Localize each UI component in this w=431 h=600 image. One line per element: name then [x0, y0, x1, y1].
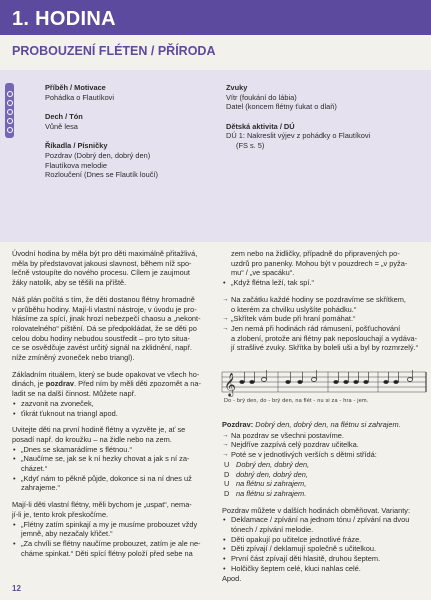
body-left-column — [12, 249, 216, 558]
arrow-item: → „Skřítek vám bude při hraní pomáhat.“ — [222, 314, 428, 324]
chapter-header — [0, 0, 431, 35]
list-item: • ťikrát ťuknout na triangl apod. — [12, 409, 216, 419]
overview-left-column — [45, 83, 215, 180]
section-text: Datel (koncem flétny ťukat o dlaň) — [226, 102, 337, 112]
dialogue-row: U Dobrý den, dobrý den, — [224, 459, 310, 469]
section-heading: Dech / Tón — [45, 112, 83, 122]
section-heading: Říkadla / Písničky — [45, 141, 108, 151]
paragraph: Pozdrav můžete v dalších hodinách obměňovat. Varianty: — [222, 505, 411, 515]
list-item: • Děti zpívají / deklamují společně s učitelkou. — [222, 544, 428, 554]
chapter-subtitle: PROBOUZENÍ FLÉTEN / PŘÍRODA — [12, 44, 216, 58]
dialogue-row: D na flétnu si zahrajem. — [224, 488, 307, 498]
flute-icon — [5, 83, 14, 138]
paragraph: Mají-li děti vlastní flétny, měli bychom je „uspat“, nema- jí-li je, tento krok přeskočíme. — [12, 500, 192, 519]
body-right-column — [222, 249, 428, 353]
list-item: • „Když flétna leží, tak spí.“ — [222, 278, 428, 288]
paragraph: Náš plán počítá s tím, že děti dostanou flétny hromadně v průběhu hodiny. Mají-li vlastní nástroje, v úvodu je pro- hlásíme za spící, jinak hrozí nebezpečí chaosu a „nekont- rolovatelného“ pištění. Dá se předpokládat, že se děti po celou dobu hodiny nebudou soustředit – pro tyto situa- ce se osvědčuje zavést určitý signál na zklidnění, např. níže zmíněný zvoneček nebo triangl). — [12, 294, 201, 363]
pozdrav-section: Pozdrav: Dobrý den, dobrý den, na flétnu si zahrajem. → Na pozdrav se všechni postavíme. → Nejdříve zazpívá celý pozdrav učitelka. → Poté se v jednotlivých verších s dětmi střídá: U Dobrý den, dobrý den, D dobrý den, dobrý den, U na flétnu si zahrajem, D na flétnu si zahrajem. Pozdrav můžete v dalších hodinách obměňovat. Varianty: • Deklamace / zpívání na jednom tónu / zpívání na dvou tónech / zpívání melodie. • Děti opakují po učitelce jednotlivé fráze. • Děti zpívají / deklamují společně s učitelkou. • První část zpívají děti hlasitě, druhou šeptem. • Holčičky šeptem celé, kluci nahlas celé. Apod. — [222, 420, 428, 583]
arrow-item: → Jen nemá při hodinách rád rámusení, pošťuchování a zlobení, protože ani flétny pak neposlouchají a vydáva- jí strašlivé zvuky. Skřítka by boleli uši a byl by rozmrzelý.“ — [222, 324, 428, 353]
section-text: Flautíkova melodie — [45, 160, 108, 170]
page-number: 12 — [12, 584, 21, 593]
arrow-item: → Poté se v jednotlivých verších s dětmi střídá: — [222, 450, 428, 460]
section-text: Pohádka o Flautíkovi — [45, 92, 115, 102]
section-heading: Dětská aktivita / DÚ — [226, 121, 295, 131]
list-item: • „Naučíme se, jak se k ní hezky chovat a jak s ní za- cházet.“ — [12, 454, 216, 473]
list-item: • „Flétny zatím spinkají a my je musíme probouzet vždy jemně, aby nezačaly křičet.“ — [12, 520, 216, 539]
list-item: • „Kdyť nám to pěkně půjde, dokonce si na ní dnes už zahrajeme.“ — [12, 474, 216, 493]
list-item: • První část zpívají děti hlasitě, druhou šeptem. — [222, 554, 428, 564]
list-item: • zazvonit na zvoneček, — [12, 399, 216, 409]
section-heading: Příběh / Motivace — [45, 83, 106, 92]
list-item: • Holčičky šeptem celé, kluci nahlas celé. — [222, 564, 428, 574]
list-item: • „Za chvíli se flétny naučíme probouzet, zatím je ale ne- cháme spinkat.“ Děti spící flétny položí před sebe na — [12, 539, 216, 558]
section-text: Rozloučení (Dnes se Flautík loučí) — [45, 170, 158, 180]
paragraph: Úvodní hodina by měla být pro děti maximálně přitažlivá, měla by představovat jakousi slavnost, během níž spo- lečně vstoupíte do nového procesu. Cílem je zaujmout žáky natolik, aby se těšili na příště. — [12, 249, 198, 288]
paragraph: zem nebo na židličky, případně do připravených po- uzdrů pro panenky. Mohou být v pouzdrech = „v pyža- mu“ / „ve spacáku“. — [231, 249, 408, 278]
section-text: Vítr (foukání do lábia) — [226, 92, 297, 102]
section-text: DÚ 1: Nakreslit výjev z pohádky o Flautíkovi — [226, 131, 371, 141]
section-text: Vůně lesa — [45, 121, 78, 131]
section-heading: Zvuky — [226, 83, 248, 92]
section-text: Pozdrav (Dobrý den, dobrý den) — [45, 150, 151, 160]
arrow-item: → Na začátku každé hodiny se pozdravíme se skřítkem, o kterém za chvilku uslyšíte pohádku.“ — [222, 295, 428, 314]
arrow-item: → Nejdříve zazpívá celý pozdrav učitelka. — [222, 440, 428, 450]
dialogue-row: D dobrý den, dobrý den, — [224, 469, 308, 479]
paragraph: Uvitejte děti na první hodině flétny a vyzvěte je, ať se posadí např. do kroužku – na židle nebo na zem. — [12, 425, 186, 444]
paragraph: Apod. — [222, 573, 242, 583]
list-item: • „Dnes se skamarádíme s flétnou.“ — [12, 445, 216, 455]
arrow-item: → Na pozdrav se všechni postavíme. — [222, 431, 428, 441]
chapter-title: 1. HODINA — [12, 8, 116, 30]
song-lyrics: Do - brý den, do - brý den, na flét - nu si za - hra - jem. — [224, 398, 369, 404]
paragraph: Základním rituálem, který se bude opakovat ve všech ho- dinách, je pozdrav. Před ním by měli děti zpozornět a na- ladit se na další činnost. Můžete např. — [12, 369, 201, 399]
section-text: (FS s. 5) — [236, 140, 265, 150]
list-item: • Deklamace / zpívání na jednom tónu / zpívání na dvou tónech / zpívání melodie. — [222, 515, 428, 534]
overview-right-column — [226, 83, 426, 151]
list-item: • Děti opakují po učitelce jednotlivé fráze. — [222, 535, 428, 545]
dialogue-row: U na flétnu si zahrajem, — [224, 479, 307, 489]
treble-clef-icon: 𝄞 — [224, 372, 236, 396]
